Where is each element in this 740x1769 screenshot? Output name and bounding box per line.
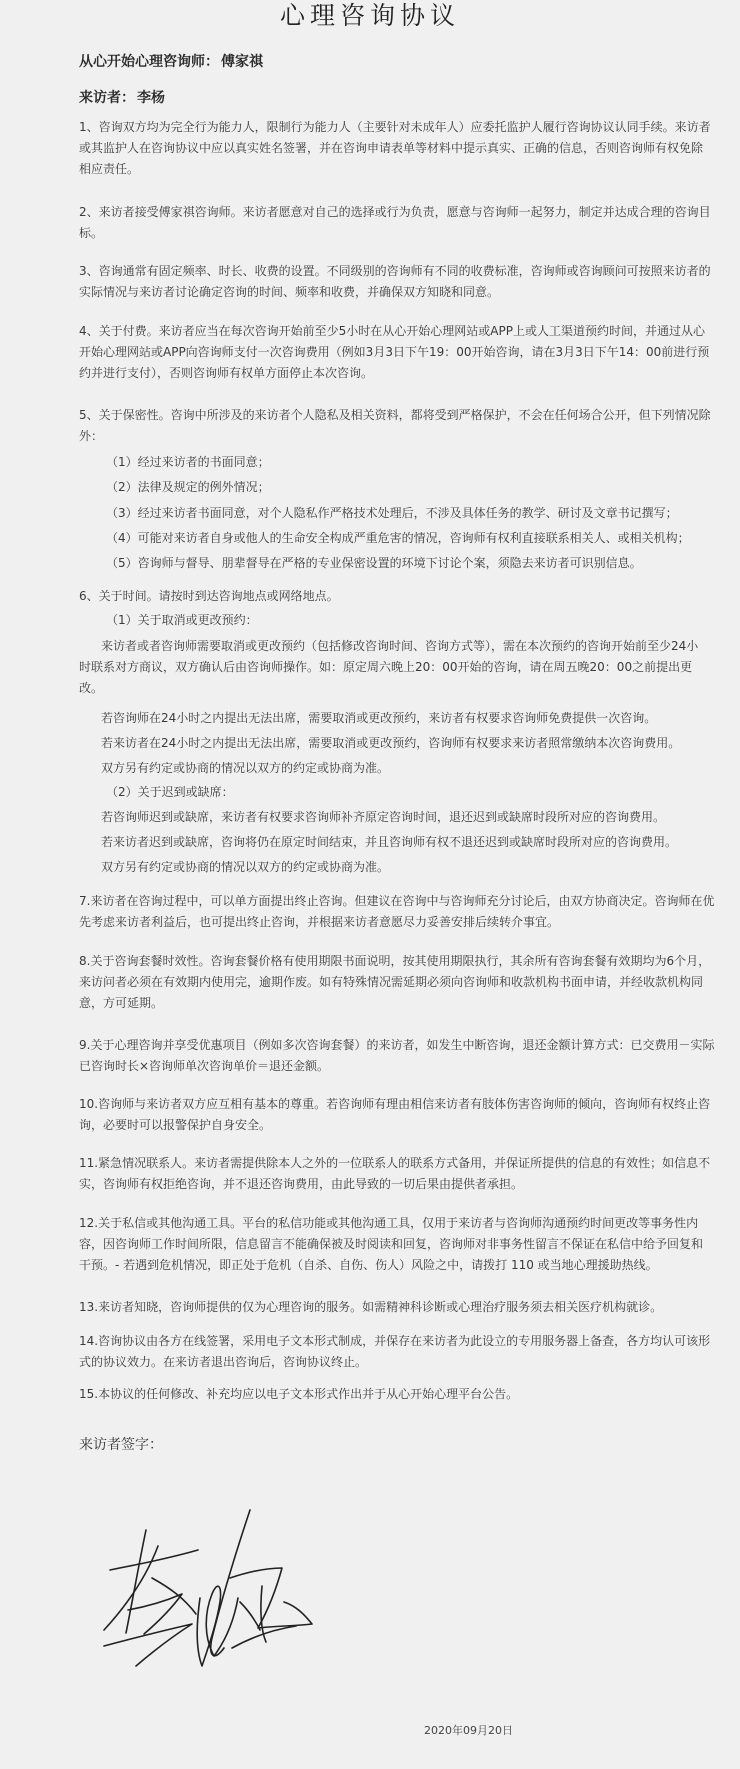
clause-15: [79, 1384, 728, 1405]
clause-line: 或其监护人在咨询协议中应以真实姓名签署，并在咨询申请表单等材料中提示真实、正确的信息，否则咨询师有权免除: [79, 141, 704, 155]
client-name: 李杨: [137, 90, 165, 106]
clause-4: [79, 321, 728, 384]
clause-2: [79, 202, 728, 244]
clause-6-sub1-line: 双方另有约定或协商的情况以双方的约定或协商为准。: [101, 761, 390, 775]
clause-11: [79, 1153, 728, 1195]
clause-7: [79, 891, 728, 933]
clause-line: 询，必要时可以报警保护自身安全。: [79, 1118, 272, 1132]
clause-line: 来访者或者咨询师需要取消或更改预约（包括修改咨询时间、咨询方式等），需在本次预约的咨询开始前至少24小: [101, 639, 699, 653]
clause-3: [79, 261, 728, 303]
clause-line: 干预。- 若遇到危机情况，即正处于危机（自杀、自伤、伤人）风险之中，请拨打 110 或当地心理援助热线。: [79, 1258, 658, 1272]
clause-6: [79, 586, 728, 607]
clause-12: [79, 1213, 728, 1276]
clause-6-sub1-line: 若咨询师在24小时之内提出无法出席，需要取消或更改预约，来访者有权要求咨询师免费提供一次咨询。: [101, 711, 657, 725]
clause-line: 时联系对方商议，双方确认后由咨询师操作。如：原定周六晚上20：00开始的咨询，请在周五晚20：00之前提出更: [79, 660, 693, 674]
clause-line: 10.咨询师与来访者双方应互相有基本的尊重。若咨询师有理由相信来访者有肢体伤害咨询师的倾向，咨询师有权终止咨: [79, 1097, 711, 1111]
clause-6-sub1-title: （1）关于取消或更改预约：: [106, 613, 258, 627]
clause-8: [79, 951, 728, 1014]
clause-9: [79, 1035, 728, 1077]
clause-line: 15.本协议的任何修改、补充均应以电子文本形式作出并于从心开始心理平台公告。: [79, 1387, 519, 1401]
clause-1: [79, 117, 728, 180]
clause-line: 改。: [79, 681, 104, 695]
clause-6-sub1-line: 若来访者在24小时之内提出无法出席，需要取消或更改预约，咨询师有权要求来访者照常缴纳本次咨询费用。: [101, 736, 681, 750]
clause-line: 11.紧急情况联系人。来访者需提供除本人之外的一位联系人的联系方式备用，并保证所提供的信息的有效性；如信息不: [79, 1156, 711, 1170]
clause-line: 实际情况与来访者讨论确定咨询的时间、频率和收费，并确保双方知晓和同意。: [79, 285, 500, 299]
clause-line: 9.关于心理咨询并享受优惠项目（例如多次咨询套餐）的来访者，如发生中断咨询，退还金额计算方式：已交费用－实际: [79, 1038, 715, 1052]
clause-6-sub2-line: 双方另有约定或协商的情况以双方的约定或协商为准。: [101, 860, 390, 874]
clause-line: 先考虑来访者利益后，也可提出终止咨询，并根据来访者意愿尽力妥善安排后续转介事宜。: [79, 915, 560, 929]
clause-5: [79, 405, 728, 447]
clause-line: 约并进行支付），否则咨询师有权单方面停止本次咨询。: [79, 366, 374, 380]
signature-image: [100, 1498, 340, 1678]
clause-6-sub2-line: 若咨询师迟到或缺席，来访者有权要求咨询师补齐原定咨询时间，退还迟到或缺席时段所对应的咨询费用。: [101, 810, 666, 824]
clause-6-sub2-title: （2）关于迟到或缺席：: [106, 785, 234, 799]
clause-line: 12.关于私信或其他沟通工具。平台的私信功能或其他沟通工具，仅用于来访者与咨询师沟通预约时间更改等事务性内: [79, 1216, 699, 1230]
clause-line: 意，方可延期。: [79, 996, 164, 1010]
clause-line: 6、关于时间。请按时到达咨询地点或网络地点。: [79, 589, 339, 603]
clause-line: 来访问者必须在有效期内使用完，逾期作废。如有特殊情况需延期必须向咨询师和收款机构书面申请，并经收款机构同: [79, 975, 704, 989]
clause-5-item: （1）经过来访者的书面同意；: [106, 455, 270, 469]
clause-5-item: （2）法律及规定的例外情况；: [106, 480, 270, 494]
clause-line: 标。: [79, 226, 104, 240]
counselor-name: 傅家祺: [221, 54, 263, 70]
signature-label: 来访者签字：: [79, 1437, 163, 1453]
clause-line: 已咨询时长×咨询师单次咨询单价＝退还金额。: [79, 1059, 330, 1073]
clause-line: 2、来访者接受傅家祺咨询师。来访者愿意对自己的选择或行为负责，愿意与咨询师一起努力，制定并达成合理的咨询目: [79, 205, 711, 219]
clause-line: 式的协议效力。在来访者退出咨询后，咨询协议终止。: [79, 1355, 368, 1369]
clause-5-item: （4）可能对来访者自身或他人的生命安全构成严重危害的情况，咨询师有权利直接联系相关人、或相关机构；: [106, 531, 690, 545]
clause-line: 14.咨询协议由各方在线签署，采用电子文本形式制成，并保存在来访者为此设立的专用服务器上备查，各方均认可该形: [79, 1334, 711, 1348]
client-label: 来访者：: [79, 90, 135, 106]
clause-line: 1、咨询双方均为完全行为能力人，限制行为能力人（主要针对未成年人）应委托监护人履行咨询协议认同手续。来访者: [79, 120, 711, 134]
page-title: 心理咨询协议: [279, 1, 460, 30]
clause-line: 容，因咨询师工作时间所限，信息留言不能确保被及时阅读和回复，咨询师对非事务性留言不保证在私信中给予回复和: [79, 1237, 704, 1251]
clause-line: 5、关于保密性。咨询中所涉及的来访者个人隐私及相关资料，都将受到严格保护，不会在任何场合公开，但下列情况除: [79, 408, 711, 422]
clause-13: [79, 1297, 728, 1318]
clause-line: 8.关于咨询套餐时效性。咨询套餐价格有使用期限书面说明，按其使用期限执行，其余所有咨询套餐有效期均为6个月，: [79, 954, 711, 968]
clause-line: 开始心理网站或APP向咨询师支付一次咨询费用（例如3月3日下午19：00开始咨询，请在3月3日下午14：00前进行预: [79, 345, 710, 359]
clause-5-item: （5）咨询师与督导、朋辈督导在严格的专业保密设置的环境下讨论个案，须隐去来访者可识别信息。: [106, 556, 642, 570]
clause-line: 7.来访者在咨询过程中，可以单方面提出终止咨询。但建议在咨询中与咨询师充分讨论后，由双方协商决定。咨询师在优: [79, 894, 715, 908]
clause-line: 实，咨询师有权拒绝咨询，并不退还咨询费用，由此导致的一切后果由提供者承担。: [79, 1177, 524, 1191]
clause-line: 4、关于付费。来访者应当在每次咨询开始前至少5小时在从心开始心理网站或APP上或人工渠道预约时间，并通过从心: [79, 324, 705, 338]
signature-date: 2020年09月20日: [424, 1724, 513, 1737]
clause-line: 3、咨询通常有固定频率、时长、收费的设置。不同级别的咨询师有不同的收费标准，咨询师或咨询顾问可按照来访者的: [79, 264, 711, 278]
counselor-line: [79, 51, 719, 71]
clause-5-item: （3）经过来访者书面同意，对个人隐私作严格技术处理后，不涉及具体任务的教学、研讨及文章书记撰写；: [106, 506, 678, 520]
clause-6-sub2-line: 若来访者迟到或缺席，咨询将仍在原定时间结束，并且咨询师有权不退还迟到或缺席时段所对应的咨询费用。: [101, 835, 678, 849]
clause-10: [79, 1094, 728, 1136]
clause-6-sub1-body: [79, 636, 728, 699]
clause-14: [79, 1331, 728, 1373]
clause-line: 13.来访者知晓，咨询师提供的仅为心理咨询的服务。如需精神科诊断或心理治疗服务须去相关医疗机构就诊。: [79, 1300, 663, 1314]
clause-line: 外：: [79, 429, 104, 443]
clause-line: 相应责任。: [79, 162, 140, 176]
counselor-label: 从心开始心理咨询师：: [79, 54, 219, 70]
client-line: [79, 87, 719, 107]
